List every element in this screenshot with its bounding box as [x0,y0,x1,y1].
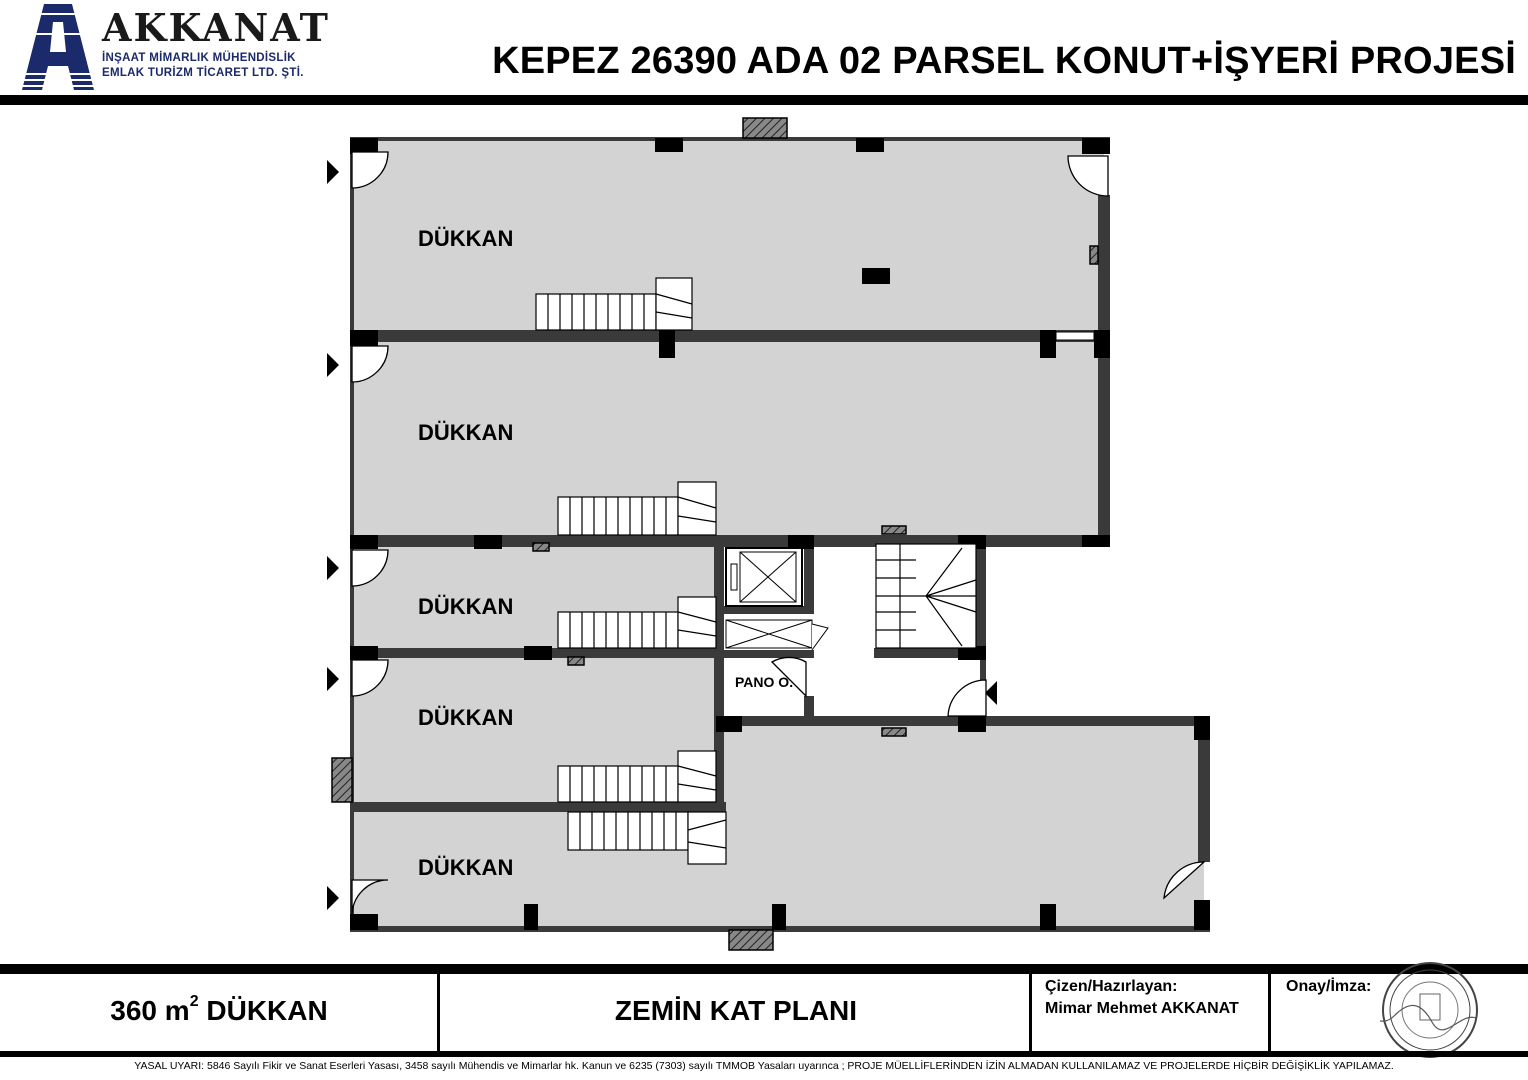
room-label-shop-1: DÜKKAN [418,226,514,251]
title-block-divider [1268,974,1271,1051]
approval-label: Onay/İmza: [1286,978,1372,995]
legal-notice: YASAL UYARI: 5846 Sayılı Fikir ve Sanat Eserleri Yasası, 3458 sayılı Mühendis ve Mimarlar hk. Kanun ve 6235 (7303) sayılı TMMOB Yasaları uyarınca ; PROJE MÜELLİFLERİNDEN İZİN ALMADAN KULLANILAMAZ VE PROJELERDE HİÇBİR DEĞİŞİKLİK YAPILAMAZ. [134,1060,1394,1072]
room-label-shop-2: DÜKKAN [418,420,514,445]
plan-name: ZEMİN KAT PLANI [614,995,858,1026]
company-name: AKKANAT [102,5,330,50]
room-label-electric-panel: PANO O. [735,674,794,690]
title-block-bottom-rule [0,1051,1528,1057]
room-label-shop-5: DÜKKAN [418,855,514,880]
area-summary: 360 $m^2$ DÜKKAN [110,993,328,1026]
project-title: KEPEZ 26390 ADA 02 PARSEL KONUT+İŞYERİ PROJESİ [492,40,1516,82]
company-subtitle-2: EMLAK TURİZM TİCARET LTD. ŞTİ. [102,67,304,79]
company-subtitle-1: İNŞAAT MİMARLIK MÜHENDİSLİK [102,52,296,64]
architect-stamp-icon [1380,960,1480,1060]
shop-5-floor-ext [716,726,1204,814]
stair-core [876,544,976,648]
room-label-shop-3: DÜKKAN [418,594,514,619]
title-block-top-rule [0,964,1528,974]
drawn-by-name: Mimar Mehmet AKKANAT [1045,1000,1239,1017]
room-label-shop-4: DÜKKAN [418,705,514,730]
drawn-by-label: Çizen/Hazırlayan: [1045,978,1178,995]
